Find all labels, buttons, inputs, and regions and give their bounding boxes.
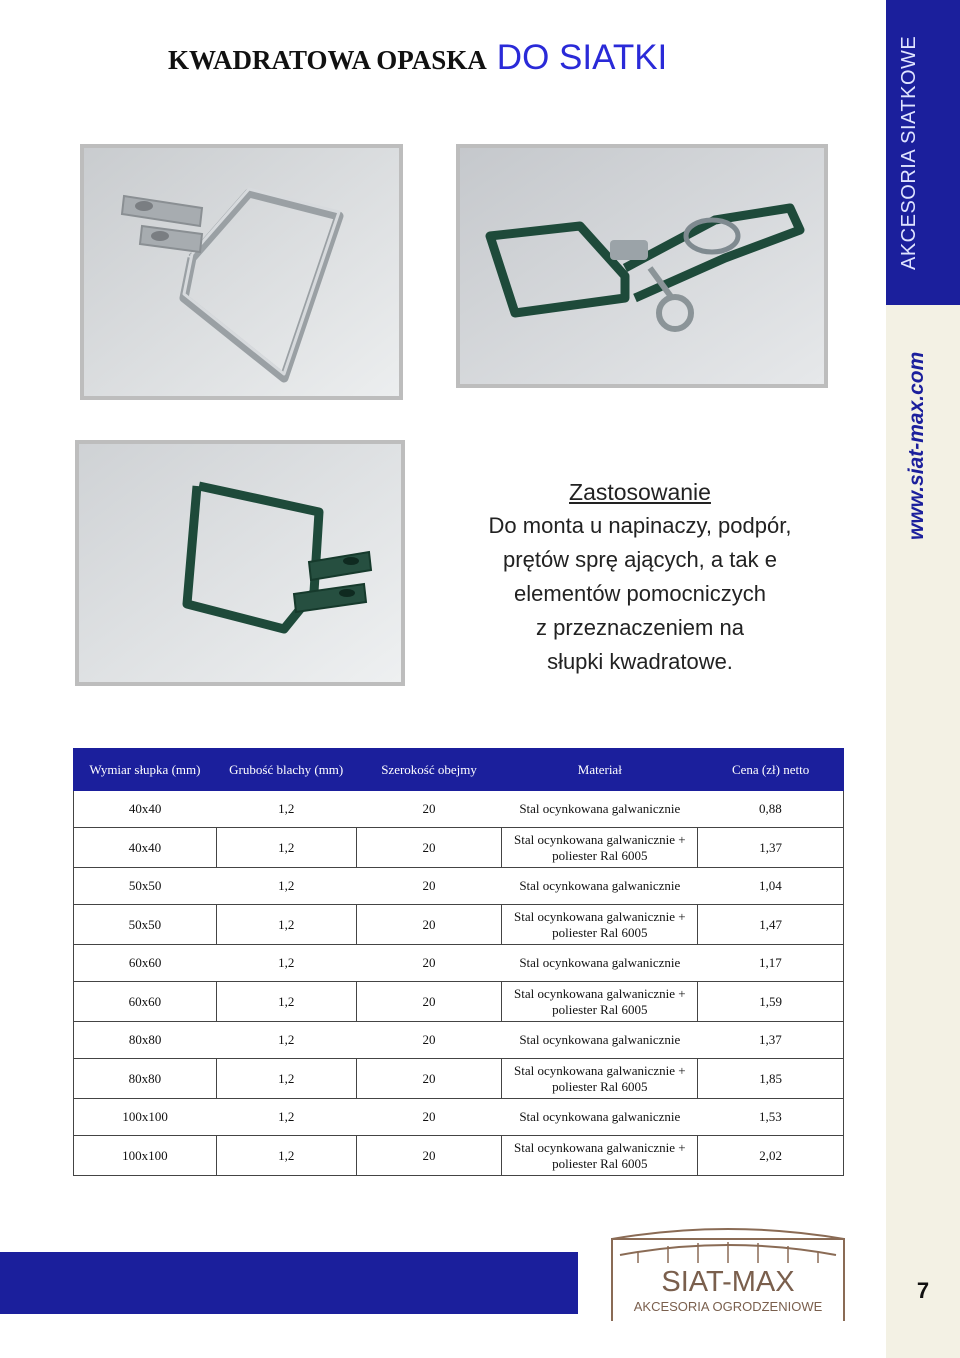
table-row [74, 945, 844, 982]
logo-graphic [608, 1225, 848, 1325]
material-coating-line: poliester Ral 6005 [552, 1078, 648, 1094]
table-row [74, 828, 844, 868]
cell-material [502, 905, 698, 945]
cell-width: 20 [356, 868, 502, 905]
photo-green-bracket [75, 440, 405, 686]
cell-price: 1,17 [698, 945, 844, 982]
cell-thickness: 1,2 [216, 828, 356, 868]
table-row [74, 1136, 844, 1176]
cell-material [502, 982, 698, 1022]
photo-galvanized-bracket [80, 144, 403, 400]
sidebar-category-label: AKCESORIA SIATKOWE [898, 35, 920, 270]
cell-width: 20 [356, 945, 502, 982]
green-bracket-tensioner-image [460, 148, 824, 384]
cell-width: 20 [356, 828, 502, 868]
logo-tagline: AKCESORIA OGRODZENIOWE [633, 1299, 823, 1314]
table-row [74, 1059, 844, 1099]
column-header-thickness: Grubość blachy (mm) [216, 749, 356, 791]
cell-width: 20 [356, 1059, 502, 1099]
cell-material: Stal ocynkowana galwanicznie [502, 1022, 698, 1059]
cell-size: 100x100 [74, 1136, 217, 1176]
company-logo [608, 1225, 848, 1325]
cell-width: 20 [356, 1136, 502, 1176]
cell-material: Stal ocynkowana galwanicznie [502, 868, 698, 905]
page-title-part2: DO SIATKI [496, 38, 668, 77]
cell-size: 80x80 [74, 1022, 217, 1059]
cell-thickness: 1,2 [216, 945, 356, 982]
cell-thickness: 1,2 [216, 791, 356, 828]
material-line: Stal ocynkowana galwanicznie + [514, 1062, 686, 1078]
material-line: Stal ocynkowana galwanicznie + [514, 1139, 686, 1155]
material-line: Stal ocynkowana galwanicznie + [514, 908, 686, 924]
table-row [74, 982, 844, 1022]
cell-price: 1,53 [698, 1099, 844, 1136]
page-title [168, 38, 667, 78]
cell-width: 20 [356, 982, 502, 1022]
material-coating-line: poliester Ral 6005 [552, 847, 648, 863]
cell-width: 20 [356, 905, 502, 945]
cell-price: 1,37 [698, 1022, 844, 1059]
material-coating-line: poliester Ral 6005 [552, 1155, 648, 1171]
cell-material: Stal ocynkowana galwanicznie [502, 1099, 698, 1136]
material-coating-line: poliester Ral 6005 [552, 924, 648, 940]
cell-size: 50x50 [74, 868, 217, 905]
logo-name: SIAT-MAX [661, 1266, 795, 1298]
cell-thickness: 1,2 [216, 982, 356, 1022]
cell-material [502, 1059, 698, 1099]
usage-line: Do monta u napinaczy, podpór, [488, 513, 792, 538]
table-row [74, 868, 844, 905]
column-header-size: Wymiar słupka (mm) [74, 749, 217, 791]
cell-thickness: 1,2 [216, 868, 356, 905]
cell-price: 1,04 [698, 868, 844, 905]
usage-description [440, 475, 840, 679]
usage-line: z przeznaczeniem na [536, 615, 744, 640]
cell-thickness: 1,2 [216, 1022, 356, 1059]
page-title-part1: KWADRATOWA OPASKA [168, 45, 487, 75]
table-row [74, 905, 844, 945]
galvanized-bracket-image [84, 148, 399, 396]
cell-price: 1,37 [698, 828, 844, 868]
cell-width: 20 [356, 1099, 502, 1136]
price-table [73, 748, 844, 1176]
cell-size: 40x40 [74, 791, 217, 828]
cell-size: 100x100 [74, 1099, 217, 1136]
cell-material: Stal ocynkowana galwanicznie [502, 791, 698, 828]
table-row [74, 1099, 844, 1136]
usage-line: elementów pomocniczych [514, 581, 766, 606]
column-header-price: Cena (zł) netto [698, 749, 844, 791]
cell-price: 1,59 [698, 982, 844, 1022]
photo-green-bracket-tensioner [456, 144, 828, 388]
sidebar-website-link[interactable]: www.siat-max.com [905, 351, 928, 540]
table-header-row [74, 749, 844, 791]
green-bracket-image [79, 444, 401, 682]
cell-width: 20 [356, 1022, 502, 1059]
material-coating-line: poliester Ral 6005 [552, 1001, 648, 1017]
table-row [74, 1022, 844, 1059]
cell-thickness: 1,2 [216, 1099, 356, 1136]
cell-price: 1,85 [698, 1059, 844, 1099]
column-header-width: Szerokość obejmy [356, 749, 502, 791]
column-header-material: Materiał [502, 749, 698, 791]
material-line: Stal ocynkowana galwanicznie + [514, 985, 686, 1001]
cell-thickness: 1,2 [216, 905, 356, 945]
table-body [74, 791, 844, 1176]
usage-line: prętów sprę ających, a tak e [503, 547, 777, 572]
cell-thickness: 1,2 [216, 1136, 356, 1176]
table-row [74, 791, 844, 828]
cell-size: 50x50 [74, 905, 217, 945]
page-number: 7 [916, 1278, 930, 1303]
cell-material: Stal ocynkowana galwanicznie [502, 945, 698, 982]
cell-size: 40x40 [74, 828, 217, 868]
cell-size: 60x60 [74, 945, 217, 982]
cell-material [502, 828, 698, 868]
cell-price: 0,88 [698, 791, 844, 828]
footer-bar [0, 1252, 578, 1314]
usage-line: słupki kwadratowe. [547, 649, 733, 674]
cell-width: 20 [356, 791, 502, 828]
material-line: Stal ocynkowana galwanicznie + [514, 831, 686, 847]
usage-heading: Zastosowanie [569, 479, 711, 505]
cell-price: 1,47 [698, 905, 844, 945]
cell-size: 60x60 [74, 982, 217, 1022]
cell-thickness: 1,2 [216, 1059, 356, 1099]
cell-material [502, 1136, 698, 1176]
cell-price: 2,02 [698, 1136, 844, 1176]
cell-size: 80x80 [74, 1059, 217, 1099]
